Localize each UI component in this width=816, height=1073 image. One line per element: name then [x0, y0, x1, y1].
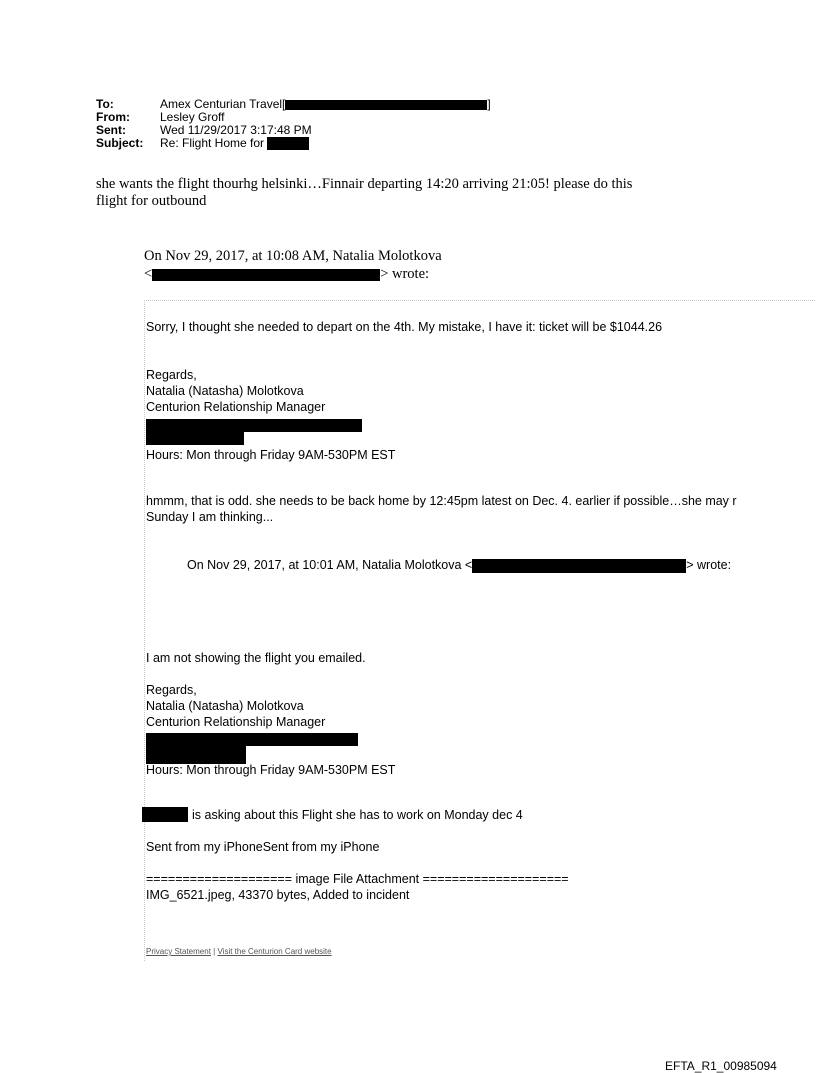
email-body-line-2: flight for outbound — [96, 193, 207, 209]
message-1-hours: Hours: Mon through Friday 9AM-530PM EST — [146, 448, 396, 462]
subject-text: Re: Flight Home for — [160, 136, 265, 150]
footer-separator: | — [213, 947, 216, 956]
redaction-block — [472, 559, 686, 573]
redaction-block — [285, 100, 487, 110]
sent-label: Sent: — [96, 123, 126, 137]
quote-attribution-line-1: On Nov 29, 2017, at 10:08 AM, Natalia Molotkova — [144, 248, 442, 264]
footer-links — [146, 947, 332, 956]
message-3-text: I am not showing the flight you emailed. — [146, 651, 366, 665]
sent-value: Wed 11/29/2017 3:17:48 PM — [160, 123, 312, 137]
privacy-statement-link[interactable]: Privacy Statement — [146, 947, 211, 956]
to-close: ] — [487, 97, 491, 111]
centurion-website-link[interactable]: Visit the Centurion Card website — [217, 947, 332, 956]
email-body-line-1: she wants the flight thourhg helsinki…Finnair departing 14:20 arriving 21:05! please do this — [96, 176, 633, 192]
redaction-block — [267, 137, 309, 150]
quote-2-suffix: > wrote: — [686, 558, 732, 572]
attachment-header: ==================== image File Attachment ==================== — [146, 872, 569, 886]
quote-attribution-2 — [187, 558, 731, 573]
message-1-name: Natalia (Natasha) Molotkova — [146, 384, 304, 398]
message-2-line-1: hmmm, that is odd. she needs to be back home by 12:45pm latest on Dec. 4. earlier if possible…she may r — [146, 494, 737, 508]
redaction-block — [146, 432, 244, 445]
redaction-block — [146, 419, 362, 432]
message-2-line-2: Sunday I am thinking... — [146, 510, 274, 524]
message-1-regards: Regards, — [146, 368, 197, 382]
from-value: Lesley Groff — [160, 110, 225, 124]
from-label: From: — [96, 110, 130, 124]
bates-number: EFTA_R1_00985094 — [665, 1059, 777, 1073]
message-3-title: Centurion Relationship Manager — [146, 715, 326, 729]
quote-close: > wrote: — [380, 266, 430, 282]
redaction-block — [152, 269, 380, 281]
quote-attribution-line-2 — [144, 266, 429, 283]
to-value — [160, 98, 491, 110]
message-4-sent-from: Sent from my iPhoneSent from my iPhone — [146, 840, 380, 854]
subject-label: Subject: — [96, 136, 144, 150]
message-1-title: Centurion Relationship Manager — [146, 400, 326, 414]
redaction-block — [146, 746, 246, 764]
message-3-name: Natalia (Natasha) Molotkova — [146, 699, 304, 713]
message-3-regards: Regards, — [146, 683, 197, 697]
message-1-text: Sorry, I thought she needed to depart on the 4th. My mistake, I have it: ticket will be $1044.26 — [146, 320, 663, 334]
message-4-asking: is asking about this Flight she has to work on Monday dec 4 — [192, 808, 523, 822]
message-3-hours: Hours: Mon through Friday 9AM-530PM EST — [146, 763, 396, 777]
subject-value — [160, 137, 309, 150]
quote-open: < — [144, 266, 153, 282]
quote-2-prefix: On Nov 29, 2017, at 10:01 AM, Natalia Molotkova < — [187, 558, 473, 572]
to-label: To: — [96, 97, 114, 111]
attachment-info: IMG_6521.jpeg, 43370 bytes, Added to incident — [146, 888, 410, 902]
to-recipient: Amex Centurian Travel[ — [160, 97, 286, 111]
redaction-block — [146, 733, 358, 746]
redaction-block — [142, 807, 188, 822]
